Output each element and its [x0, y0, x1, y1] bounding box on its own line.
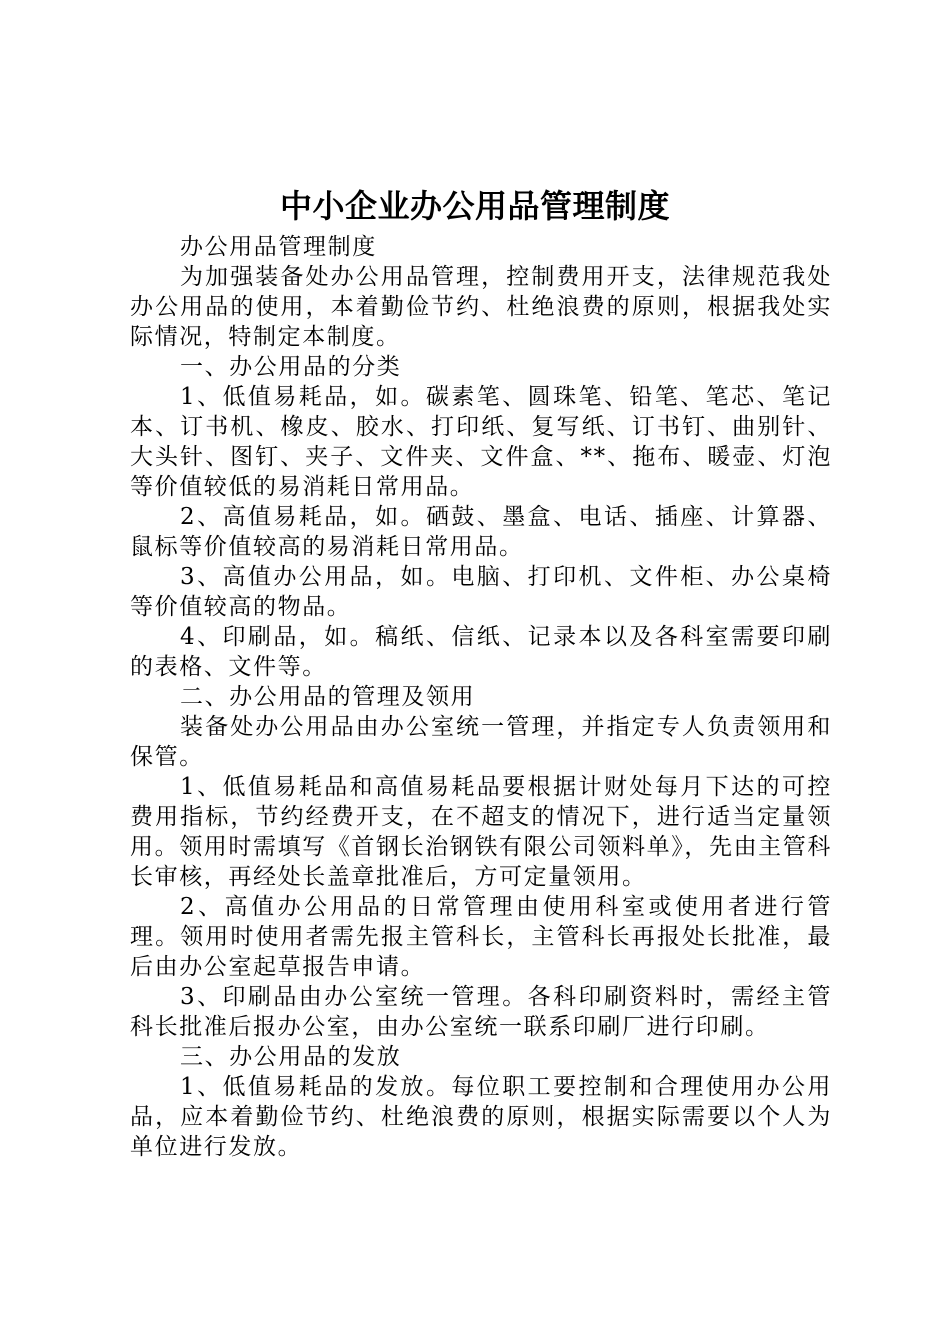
paragraph-intro: 为加强装备处办公用品管理，控制费用开支，法律规范我处办公用品的使用，本着勤俭节约、杜绝浪费的原则，根据我处实际情况，特制定本制度。 — [130, 264, 832, 350]
paragraph-management-intro: 装备处办公用品由办公室统一管理，并指定专人负责领用和保管。 — [130, 714, 832, 770]
paragraph-distribution-1: 1、低值易耗品的发放。每位职工要控制和合理使用办公用品，应本着勤俭节约、杜绝浪费的原则，根据实际需要以个人为单位进行发放。 — [130, 1074, 832, 1160]
paragraph-management-3: 3、印刷品由办公室统一管理。各科印刷资料时，需经主管科长批准后报办公室，由办公室统一联系印刷厂进行印刷。 — [130, 984, 832, 1040]
paragraph-high-value-office: 3、高值办公用品，如。电脑、打印机、文件柜、办公桌椅等价值较高的物品。 — [130, 564, 832, 620]
paragraph-heading: 办公用品管理制度 — [180, 234, 377, 260]
section-heading-classification: 一、办公用品的分类 — [180, 354, 402, 380]
paragraph-management-2: 2、高值办公用品的日常管理由使用科室或使用者进行管理。领用时使用者需先报主管科长，主管科长再报处长批准，最后由办公室起草报告申请。 — [130, 894, 832, 980]
section-heading-distribution: 三、办公用品的发放 — [180, 1044, 402, 1070]
paragraph-low-value: 1、低值易耗品，如。碳素笔、圆珠笔、铅笔、笔芯、笔记本、订书机、橡皮、胶水、打印纸、复写纸、订书钉、曲别针、大头针、图钉、夹子、文件夹、文件盒、**、拖布、暖壶、灯泡等价值较低的易消耗日常用品。 — [130, 384, 832, 500]
paragraph-management-1: 1、低值易耗品和高值易耗品要根据计财处每月下达的可控费用指标，节约经费开支，在不超支的情况下，进行适当定量领用。领用时需填写《首钢长治钢铁有限公司领料单》，先由主管科长审核，再经处长盖章批准后，方可定量领用。 — [130, 774, 832, 890]
document-title: 中小企业办公用品管理制度 — [279, 187, 670, 225]
section-heading-management: 二、办公用品的管理及领用 — [180, 684, 476, 710]
paragraph-printed-matter: 4、印刷品，如。稿纸、信纸、记录本以及各科室需要印刷的表格、文件等。 — [130, 624, 832, 680]
document-body — [130, 232, 832, 1162]
paragraph-high-value-consumables: 2、高值易耗品，如。硒鼓、墨盒、电话、插座、计算器、鼠标等价值较高的易消耗日常用品。 — [130, 504, 832, 560]
